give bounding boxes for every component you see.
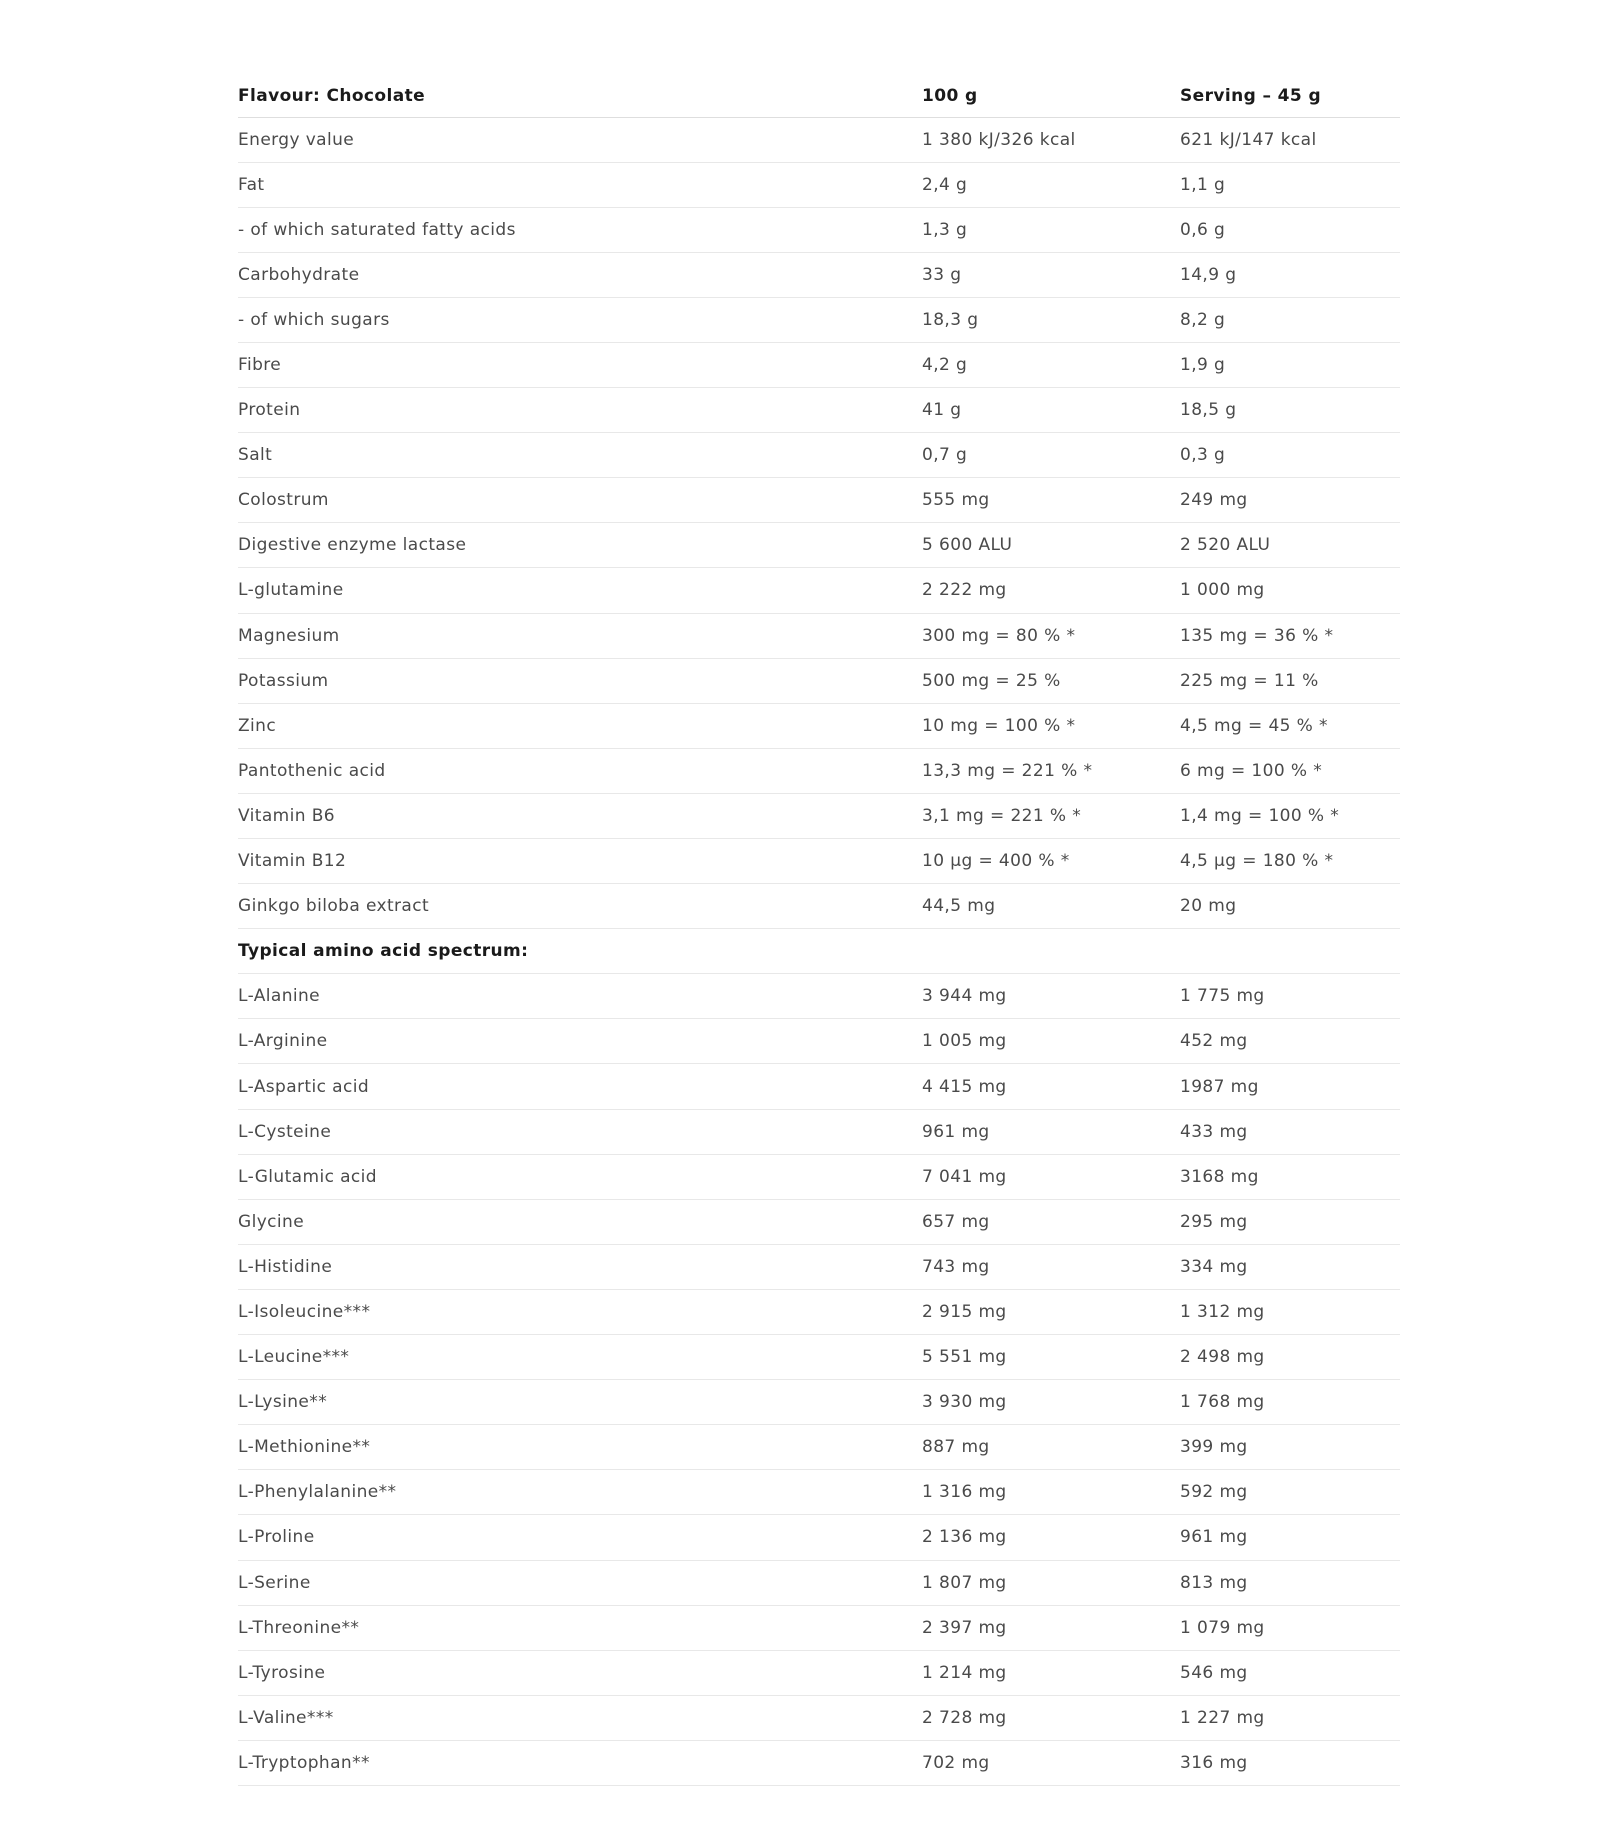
value-per-100g: 3 930 mg: [922, 1380, 1180, 1425]
value-per-100g: 3,1 mg = 221 % *: [922, 793, 1180, 838]
value-per-100g: 2,4 g: [922, 162, 1180, 207]
value-per-100g: 5 600 ALU: [922, 523, 1180, 568]
value-per-100g: [922, 929, 1180, 974]
table-row: [238, 162, 1400, 207]
value-per-100g: 743 mg: [922, 1244, 1180, 1289]
value-per-serving: 452 mg: [1180, 1019, 1400, 1064]
value-per-serving: 1987 mg: [1180, 1064, 1400, 1109]
table-row: [238, 613, 1400, 658]
value-per-serving: 135 mg = 36 % *: [1180, 613, 1400, 658]
value-per-serving: [1180, 929, 1400, 974]
value-per-serving: 1 079 mg: [1180, 1605, 1400, 1650]
table-row: [238, 839, 1400, 884]
table-row: [238, 478, 1400, 523]
value-per-serving: 0,6 g: [1180, 207, 1400, 252]
table-row: [238, 1425, 1400, 1470]
table-row: [238, 1019, 1400, 1064]
nutrition-table-wrapper: [238, 75, 1400, 1786]
nutrient-name: Ginkgo biloba extract: [238, 884, 922, 929]
value-per-serving: 14,9 g: [1180, 252, 1400, 297]
nutrient-name: Vitamin B6: [238, 793, 922, 838]
table-row: [238, 252, 1400, 297]
table-row: [238, 568, 1400, 613]
table-row: [238, 297, 1400, 342]
nutrient-name: L-Serine: [238, 1560, 922, 1605]
value-per-serving: 0,3 g: [1180, 433, 1400, 478]
value-per-100g: 2 915 mg: [922, 1289, 1180, 1334]
table-row: [238, 388, 1400, 433]
table-row: [238, 117, 1400, 162]
table-row: [238, 793, 1400, 838]
table-row: [238, 1335, 1400, 1380]
nutrient-name: L-Threonine**: [238, 1605, 922, 1650]
value-per-100g: 1 807 mg: [922, 1560, 1180, 1605]
value-per-serving: 1 768 mg: [1180, 1380, 1400, 1425]
nutrient-name: L-Glutamic acid: [238, 1154, 922, 1199]
value-per-100g: 4 415 mg: [922, 1064, 1180, 1109]
nutrient-name: Protein: [238, 388, 922, 433]
value-per-100g: 961 mg: [922, 1109, 1180, 1154]
value-per-serving: 1 775 mg: [1180, 974, 1400, 1019]
value-per-serving: 592 mg: [1180, 1470, 1400, 1515]
value-per-serving: 4,5 µg = 180 % *: [1180, 839, 1400, 884]
value-per-100g: 1 316 mg: [922, 1470, 1180, 1515]
value-per-serving: 2 520 ALU: [1180, 523, 1400, 568]
value-per-serving: 621 kJ/147 kcal: [1180, 117, 1400, 162]
value-per-100g: 4,2 g: [922, 342, 1180, 387]
table-row: [238, 1154, 1400, 1199]
nutrient-name: L-Lysine**: [238, 1380, 922, 1425]
value-per-100g: 44,5 mg: [922, 884, 1180, 929]
value-per-serving: 546 mg: [1180, 1650, 1400, 1695]
value-per-100g: 555 mg: [922, 478, 1180, 523]
table-row: [238, 433, 1400, 478]
value-per-serving: 249 mg: [1180, 478, 1400, 523]
value-per-100g: 2 222 mg: [922, 568, 1180, 613]
nutrient-name: Glycine: [238, 1199, 922, 1244]
table-row: [238, 1605, 1400, 1650]
value-per-serving: 316 mg: [1180, 1740, 1400, 1785]
nutrient-name: L-Isoleucine***: [238, 1289, 922, 1334]
section-heading: Typical amino acid spectrum:: [238, 929, 922, 974]
value-per-100g: 10 µg = 400 % *: [922, 839, 1180, 884]
value-per-serving: 20 mg: [1180, 884, 1400, 929]
value-per-serving: 399 mg: [1180, 1425, 1400, 1470]
table-row: [238, 1064, 1400, 1109]
nutrient-name: L-Alanine: [238, 974, 922, 1019]
value-per-serving: 295 mg: [1180, 1199, 1400, 1244]
table-body: [238, 117, 1400, 1785]
value-per-100g: 10 mg = 100 % *: [922, 703, 1180, 748]
nutrient-name: L-Leucine***: [238, 1335, 922, 1380]
nutrient-name: L-glutamine: [238, 568, 922, 613]
value-per-100g: 41 g: [922, 388, 1180, 433]
flavour-header: Flavour: Chocolate: [238, 75, 922, 117]
table-header: [238, 75, 1400, 117]
nutrient-name: Carbohydrate: [238, 252, 922, 297]
value-per-100g: 0,7 g: [922, 433, 1180, 478]
nutrient-name: L-Cysteine: [238, 1109, 922, 1154]
table-row: [238, 1650, 1400, 1695]
value-per-100g: 1,3 g: [922, 207, 1180, 252]
value-per-100g: 2 728 mg: [922, 1695, 1180, 1740]
table-row: [238, 1740, 1400, 1785]
header-row: [238, 75, 1400, 117]
value-per-100g: 2 136 mg: [922, 1515, 1180, 1560]
value-per-serving: 4,5 mg = 45 % *: [1180, 703, 1400, 748]
value-per-serving: 3168 mg: [1180, 1154, 1400, 1199]
nutrition-table: [238, 75, 1400, 1786]
nutrient-name: Potassium: [238, 658, 922, 703]
value-per-100g: 300 mg = 80 % *: [922, 613, 1180, 658]
value-per-serving: 6 mg = 100 % *: [1180, 748, 1400, 793]
table-row: [238, 974, 1400, 1019]
nutrient-name: L-Aspartic acid: [238, 1064, 922, 1109]
nutrient-name: Fibre: [238, 342, 922, 387]
serving-header: Serving – 45 g: [1180, 75, 1400, 117]
nutrient-name: Colostrum: [238, 478, 922, 523]
value-per-serving: 1,1 g: [1180, 162, 1400, 207]
value-per-100g: 2 397 mg: [922, 1605, 1180, 1650]
table-row: [238, 658, 1400, 703]
value-per-serving: 8,2 g: [1180, 297, 1400, 342]
table-row: [238, 1695, 1400, 1740]
nutrient-name: Vitamin B12: [238, 839, 922, 884]
nutrient-name: L-Histidine: [238, 1244, 922, 1289]
table-row: [238, 523, 1400, 568]
nutrient-name: Pantothenic acid: [238, 748, 922, 793]
table-row: [238, 703, 1400, 748]
nutrient-name: - of which sugars: [238, 297, 922, 342]
value-per-serving: 813 mg: [1180, 1560, 1400, 1605]
value-per-serving: 433 mg: [1180, 1109, 1400, 1154]
value-per-100g: 500 mg = 25 %: [922, 658, 1180, 703]
table-row: [238, 1470, 1400, 1515]
value-per-serving: 1 000 mg: [1180, 568, 1400, 613]
table-row: [238, 748, 1400, 793]
nutrient-name: Fat: [238, 162, 922, 207]
value-per-serving: 334 mg: [1180, 1244, 1400, 1289]
table-row: [238, 884, 1400, 929]
nutrient-name: Digestive enzyme lactase: [238, 523, 922, 568]
nutrient-name: L-Valine***: [238, 1695, 922, 1740]
section-heading-row: [238, 929, 1400, 974]
value-per-serving: 225 mg = 11 %: [1180, 658, 1400, 703]
value-per-serving: 1 227 mg: [1180, 1695, 1400, 1740]
nutrient-name: L-Methionine**: [238, 1425, 922, 1470]
value-per-100g: 887 mg: [922, 1425, 1180, 1470]
value-per-100g: 1 005 mg: [922, 1019, 1180, 1064]
nutrient-name: - of which saturated fatty acids: [238, 207, 922, 252]
nutrient-name: L-Tyrosine: [238, 1650, 922, 1695]
value-per-100g: 1 214 mg: [922, 1650, 1180, 1695]
nutrient-name: L-Proline: [238, 1515, 922, 1560]
table-row: [238, 1109, 1400, 1154]
value-per-serving: 1,9 g: [1180, 342, 1400, 387]
nutrient-name: Salt: [238, 433, 922, 478]
table-row: [238, 1560, 1400, 1605]
table-row: [238, 207, 1400, 252]
nutrient-name: L-Phenylalanine**: [238, 1470, 922, 1515]
value-per-100g: 3 944 mg: [922, 974, 1180, 1019]
value-per-serving: 1,4 mg = 100 % *: [1180, 793, 1400, 838]
nutrient-name: Magnesium: [238, 613, 922, 658]
table-row: [238, 1515, 1400, 1560]
value-per-serving: 1 312 mg: [1180, 1289, 1400, 1334]
value-per-serving: 2 498 mg: [1180, 1335, 1400, 1380]
value-per-serving: 961 mg: [1180, 1515, 1400, 1560]
value-per-serving: 18,5 g: [1180, 388, 1400, 433]
value-per-100g: 7 041 mg: [922, 1154, 1180, 1199]
value-per-100g: 5 551 mg: [922, 1335, 1180, 1380]
value-per-100g: 657 mg: [922, 1199, 1180, 1244]
nutrient-name: Zinc: [238, 703, 922, 748]
nutrient-name: L-Tryptophan**: [238, 1740, 922, 1785]
value-per-100g: 33 g: [922, 252, 1180, 297]
nutrient-name: L-Arginine: [238, 1019, 922, 1064]
table-row: [238, 1244, 1400, 1289]
table-row: [238, 1289, 1400, 1334]
per-100g-header: 100 g: [922, 75, 1180, 117]
value-per-100g: 1 380 kJ/326 kcal: [922, 117, 1180, 162]
value-per-100g: 702 mg: [922, 1740, 1180, 1785]
table-row: [238, 1199, 1400, 1244]
table-row: [238, 342, 1400, 387]
nutrient-name: Energy value: [238, 117, 922, 162]
table-row: [238, 1380, 1400, 1425]
value-per-100g: 18,3 g: [922, 297, 1180, 342]
value-per-100g: 13,3 mg = 221 % *: [922, 748, 1180, 793]
